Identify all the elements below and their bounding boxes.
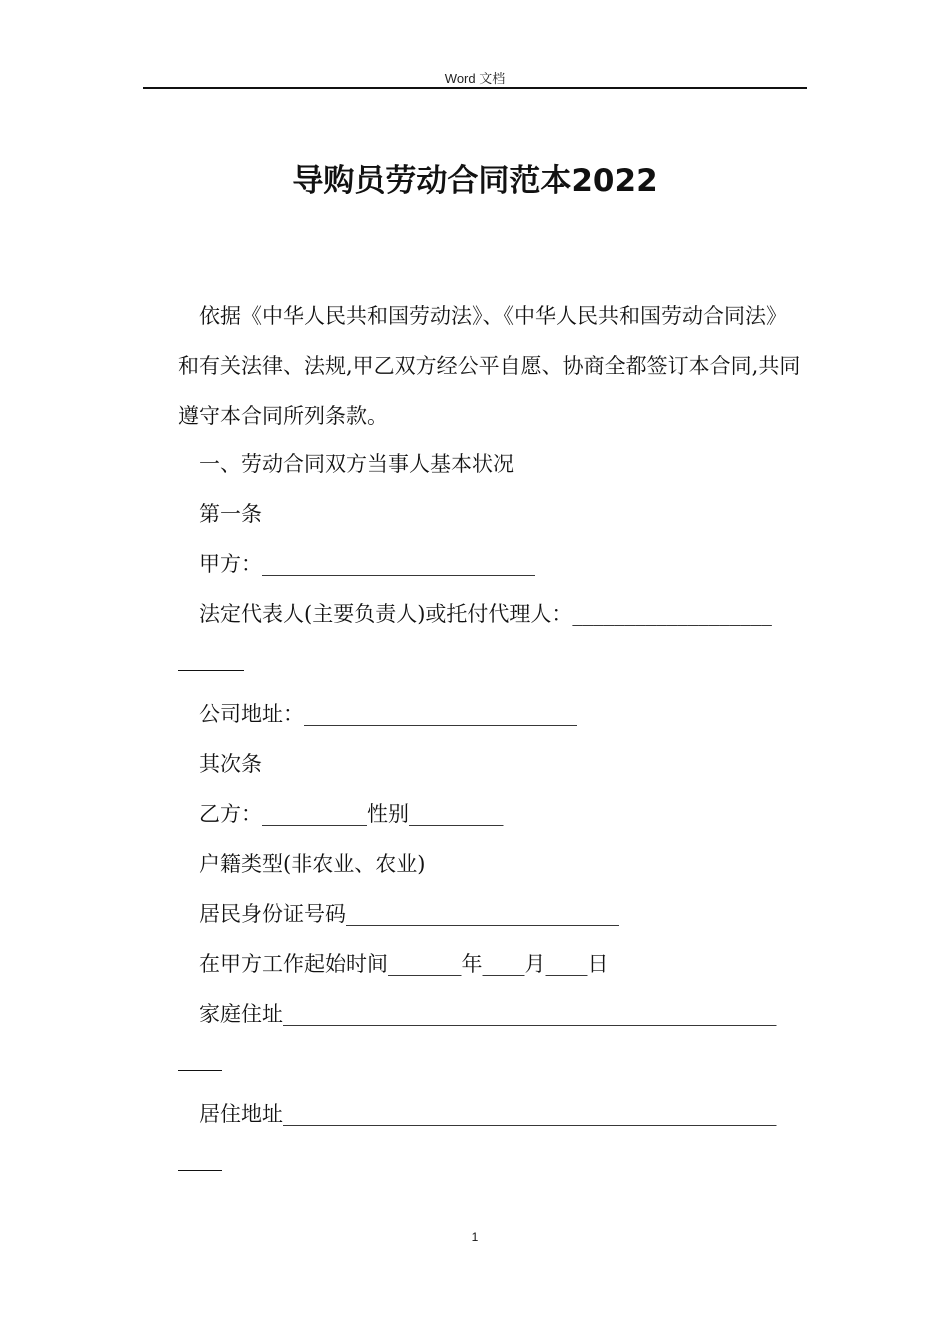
id-number-field: 居民身份证号码__________________________ bbox=[199, 902, 619, 926]
start-date-field: 在甲方工作起始时间_______年____月____日 bbox=[199, 952, 609, 976]
header-label: Word 文档 bbox=[444, 71, 506, 86]
home-address-field: 家庭住址_______________________________________________ bbox=[199, 1002, 777, 1026]
intro-paragraph: 依据《中华人民共和国劳动法》、《中华人民共和国劳动合同法》和有关法律、法规,甲乙双方经公平自愿、协商全都签订本合同,共同遵守本合同所列条款。 bbox=[178, 304, 801, 428]
article-2-heading: 其次条 bbox=[199, 752, 262, 776]
article-1-heading: 第一条 bbox=[199, 502, 262, 526]
section-heading-1: 一、劳动合同双方当事人基本状况 bbox=[199, 452, 514, 476]
company-address-field: 公司地址：__________________________ bbox=[199, 702, 577, 726]
residence-address-continuation bbox=[178, 1170, 222, 1171]
household-type-field: 户籍类型(非农业、农业) bbox=[199, 852, 426, 876]
party-a-field: 甲方：__________________________ bbox=[199, 552, 535, 576]
home-address-continuation bbox=[178, 1070, 222, 1071]
party-b-field: 乙方：__________性别_________ bbox=[199, 802, 504, 826]
document-title: 导购员劳动合同范本2022 bbox=[292, 163, 658, 199]
residence-address-field: 居住地址_______________________________________________ bbox=[199, 1102, 777, 1126]
legal-representative-continuation bbox=[178, 670, 244, 671]
page-number: 1 bbox=[471, 1230, 479, 1244]
header-rule bbox=[143, 87, 807, 89]
legal-representative-field: 法定代表人(主要负责人)或托付代理人：___________________ bbox=[199, 602, 772, 626]
